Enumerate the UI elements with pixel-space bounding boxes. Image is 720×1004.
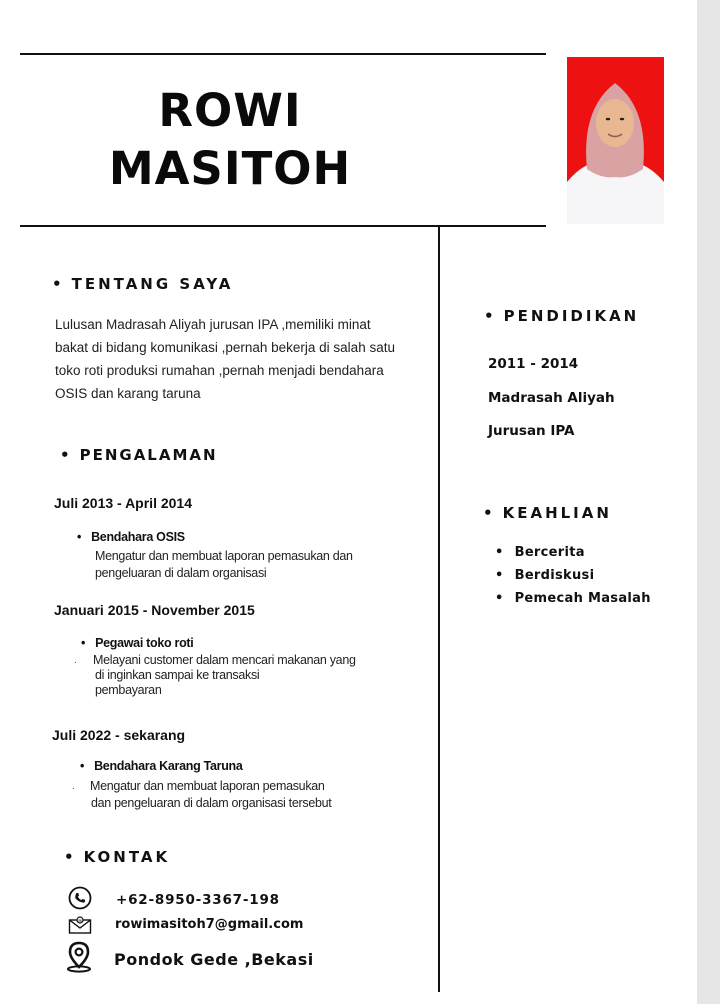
experience-3-desc-line-2: dan pengeluaran di dalam organisasi tersebut <box>91 796 332 810</box>
profile-photo-illustration <box>567 57 664 224</box>
skill-item: • Bercerita <box>495 545 585 560</box>
svg-text:@: @ <box>77 919 83 924</box>
experience-3-tick-mark: . <box>72 782 75 792</box>
experience-2-desc-line-1: Melayani customer dalam mencari makanan yang <box>93 653 356 667</box>
education-years: 2011 - 2014 <box>488 356 579 372</box>
education-major: Jurusan IPA <box>488 423 575 439</box>
contact-address: Pondok Gede ,Bekasi <box>114 950 314 969</box>
experience-2-tick-mark: . <box>74 656 77 666</box>
experience-1-desc-line-2: pengeluaran di dalam organisasi <box>95 566 267 580</box>
location-pin-icon <box>64 941 94 977</box>
column-divider <box>438 226 440 992</box>
education-heading: • PENDIDIKAN <box>484 307 640 325</box>
profile-photo <box>567 57 664 224</box>
contact-email[interactable]: rowimasitoh7@gmail.com <box>115 917 304 932</box>
page-edge-shadow <box>697 0 720 1004</box>
experience-1-date: Juli 2013 - April 2014 <box>54 495 192 511</box>
experience-2-desc-line-3: pembayaran <box>95 683 162 697</box>
name-line-1: ROWI <box>158 84 302 137</box>
about-text: Lulusan Madrasah Aliyah jurusan IPA ,memiliki minat bakat di bidang komunikasi ,pernah bekerja di salah satu toko roti produksi rumahan ,pernah menjadi bendahara OSIS dan karang taruna <box>55 317 395 401</box>
name-line-2: MASITOH <box>108 142 352 195</box>
experience-3-date: Juli 2022 - sekarang <box>52 727 186 743</box>
header-bottom-rule <box>20 225 546 227</box>
header-top-rule <box>20 53 546 55</box>
contact-phone[interactable]: +62-8950-3367-198 <box>116 892 280 908</box>
experience-2-date: Januari 2015 - November 2015 <box>54 602 255 618</box>
about-heading: • TENTANG SAYA <box>52 275 234 293</box>
experience-1-role: • Bendahara OSIS <box>77 530 185 544</box>
contact-heading: • KONTAK <box>64 848 171 866</box>
skill-item: • Berdiskusi <box>495 568 595 583</box>
experience-3-desc-line-1: Mengatur dan membuat laporan pemasukan <box>90 779 325 793</box>
experience-2-role: • Pegawai toko roti <box>81 636 194 650</box>
experience-heading: • PENGALAMAN <box>60 446 218 464</box>
experience-3-role: • Bendahara Karang Taruna <box>80 759 243 773</box>
experience-2-desc-line-2: di inginkan sampai ke transaksi <box>95 668 260 682</box>
skill-item: • Pemecah Masalah <box>495 591 651 606</box>
education-school: Madrasah Aliyah <box>488 390 615 406</box>
skills-heading: • KEAHLIAN <box>483 504 612 522</box>
email-icon <box>68 915 92 939</box>
experience-1-desc-line-1: Mengatur dan membuat laporan pemasukan dan <box>95 549 353 563</box>
phone-icon <box>68 886 92 914</box>
